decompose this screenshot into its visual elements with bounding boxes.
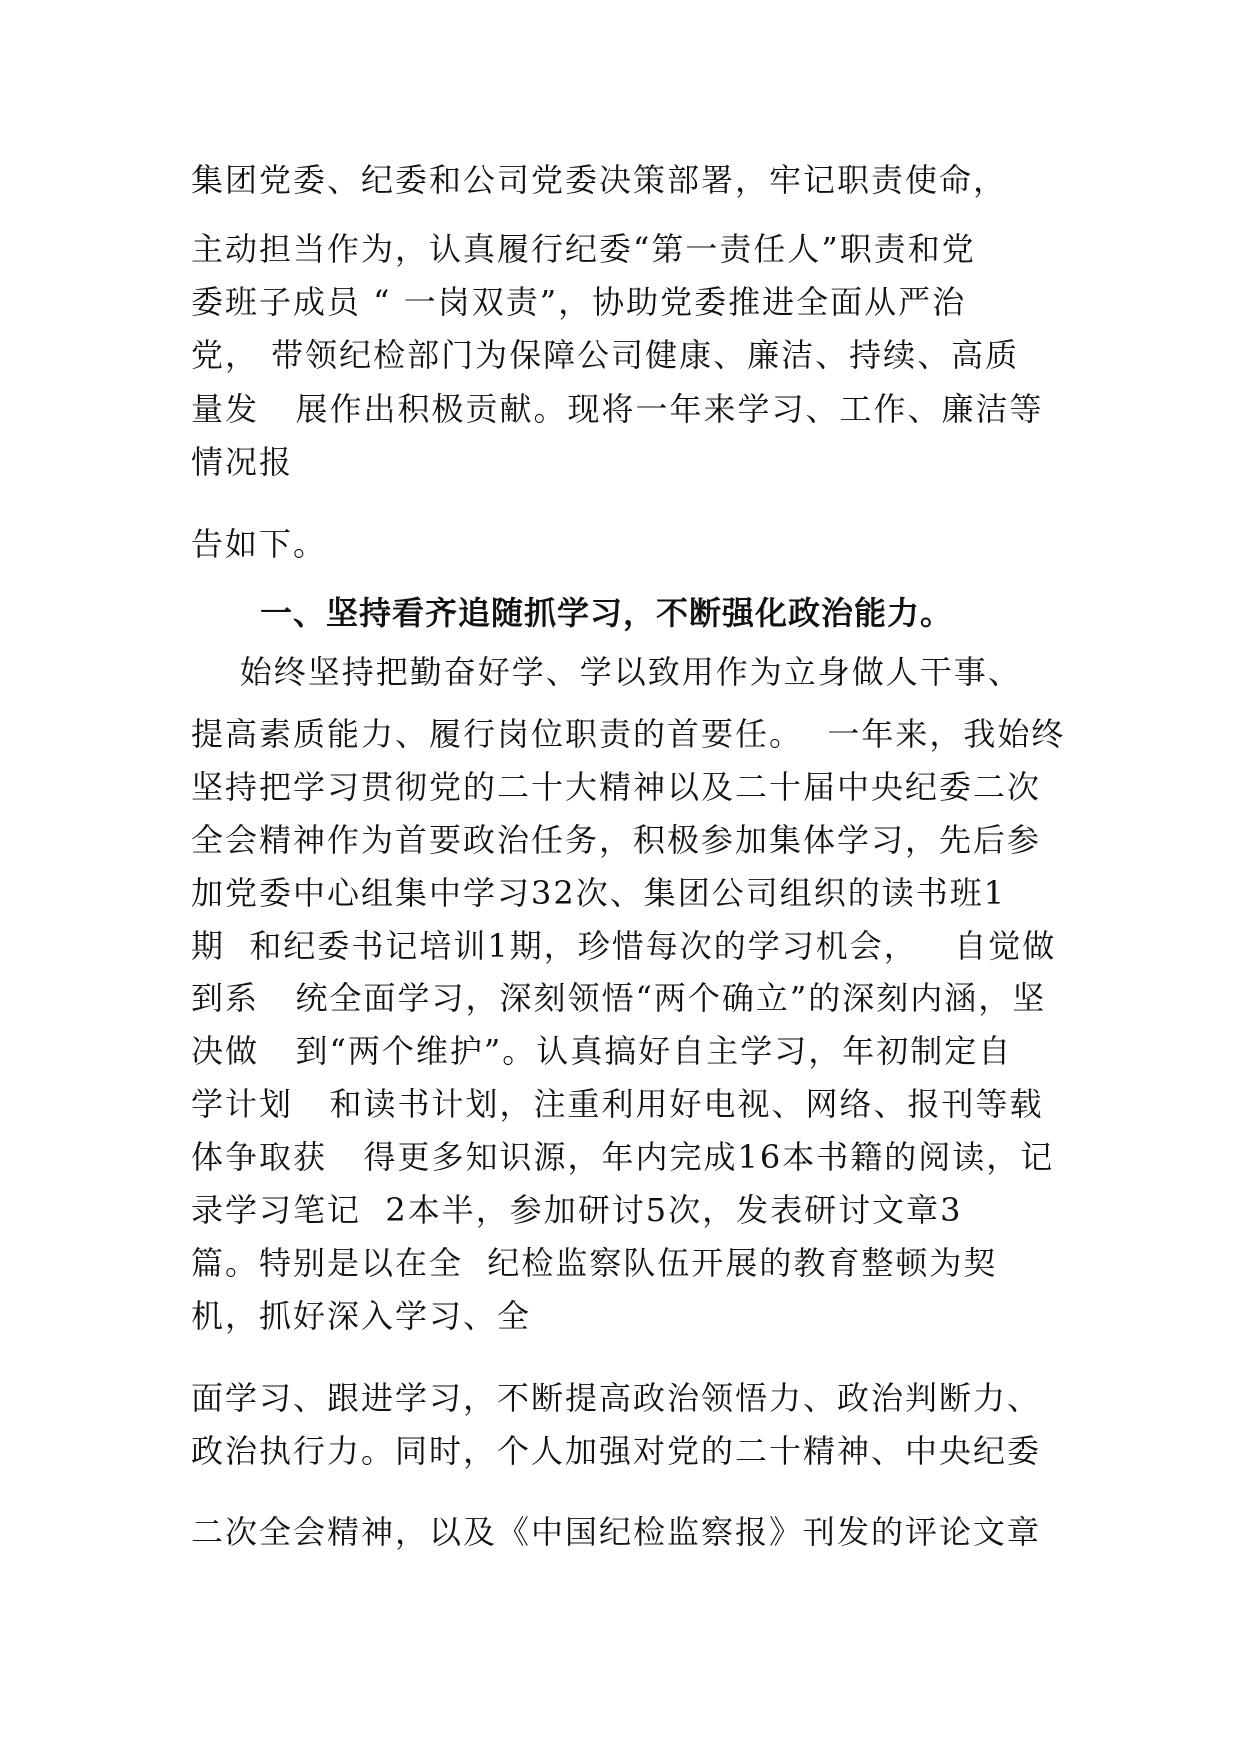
text-line: 量发 展作出积极贡献。现将一年来学习、工作、廉洁等 [191, 390, 1044, 428]
text-line: 始终坚持把勤奋好学、学以致用作为立身做人干事、 [191, 653, 1022, 691]
text-line: 体争取获 得更多知识源，年内完成16本书籍的阅读，记 [191, 1138, 1055, 1176]
text-line: 面学习、跟进学习，不断提高政治领悟力、政治判断力、 [191, 1379, 1042, 1417]
text-line: 到系 统全面学习，深刻领悟“两个确立”的深刻内涵，坚 [191, 979, 1047, 1017]
text-line: 期 和纪委书记培训1期，珍惜每次的学习机会， 自觉做 [191, 927, 1057, 965]
text-line: 集团党委、纪委和公司党委决策部署，牢记职责使命， [191, 161, 1008, 199]
text-line: 学计划 和读书计划，注重利用好电视、网络、报刊等载 [191, 1085, 1044, 1123]
text-line: 情况报 [191, 443, 294, 481]
text-line: 全会精神作为首要政治任务，积极参加集体学习，先后参 [191, 821, 1042, 859]
text-line: 委班子成员 “ 一岗双责”，协助党委推进全面从严治 [191, 283, 967, 321]
text-line: 机，抓好深入学习、全 [191, 1297, 532, 1335]
text-line: 坚持把学习贯彻党的二十大精神以及二十届中央纪委二次 [191, 768, 1042, 806]
text-line: 二次全会精神，以及《中国纪检监察报》刊发的评论文章 [191, 1513, 1042, 1551]
text-line: 主动担当作为，认真履行纪委“第一责任人”职责和党 [191, 230, 976, 268]
text-line: 政治执行力。同时，个人加强对党的二十精神、中央纪委 [191, 1432, 1042, 1470]
text-line: 加党委中心组集中学习32次、集团公司组织的读书班1 [191, 874, 1007, 912]
text-line: 决做 到“两个维护”。认真搞好自主学习，年初制定自 [191, 1032, 1013, 1070]
text-line: 篇。特别是以在全 纪检监察队伍开展的教育整顿为契 [191, 1244, 998, 1282]
text-line: 党， 带领纪检部门为保障公司健康、廉洁、持续、高质 [191, 336, 1020, 374]
text-line: 录学习笔记 2本半，参加研讨5次，发表研讨文章3 [191, 1191, 963, 1229]
section-heading: 一、坚持看齐追随抓学习，不断强化政治能力。 [260, 594, 954, 632]
text-line: 告如下。 [191, 525, 328, 563]
text-line: 提高素质能力、履行岗位职责的首要任。 一年来，我始终 [191, 715, 1066, 753]
